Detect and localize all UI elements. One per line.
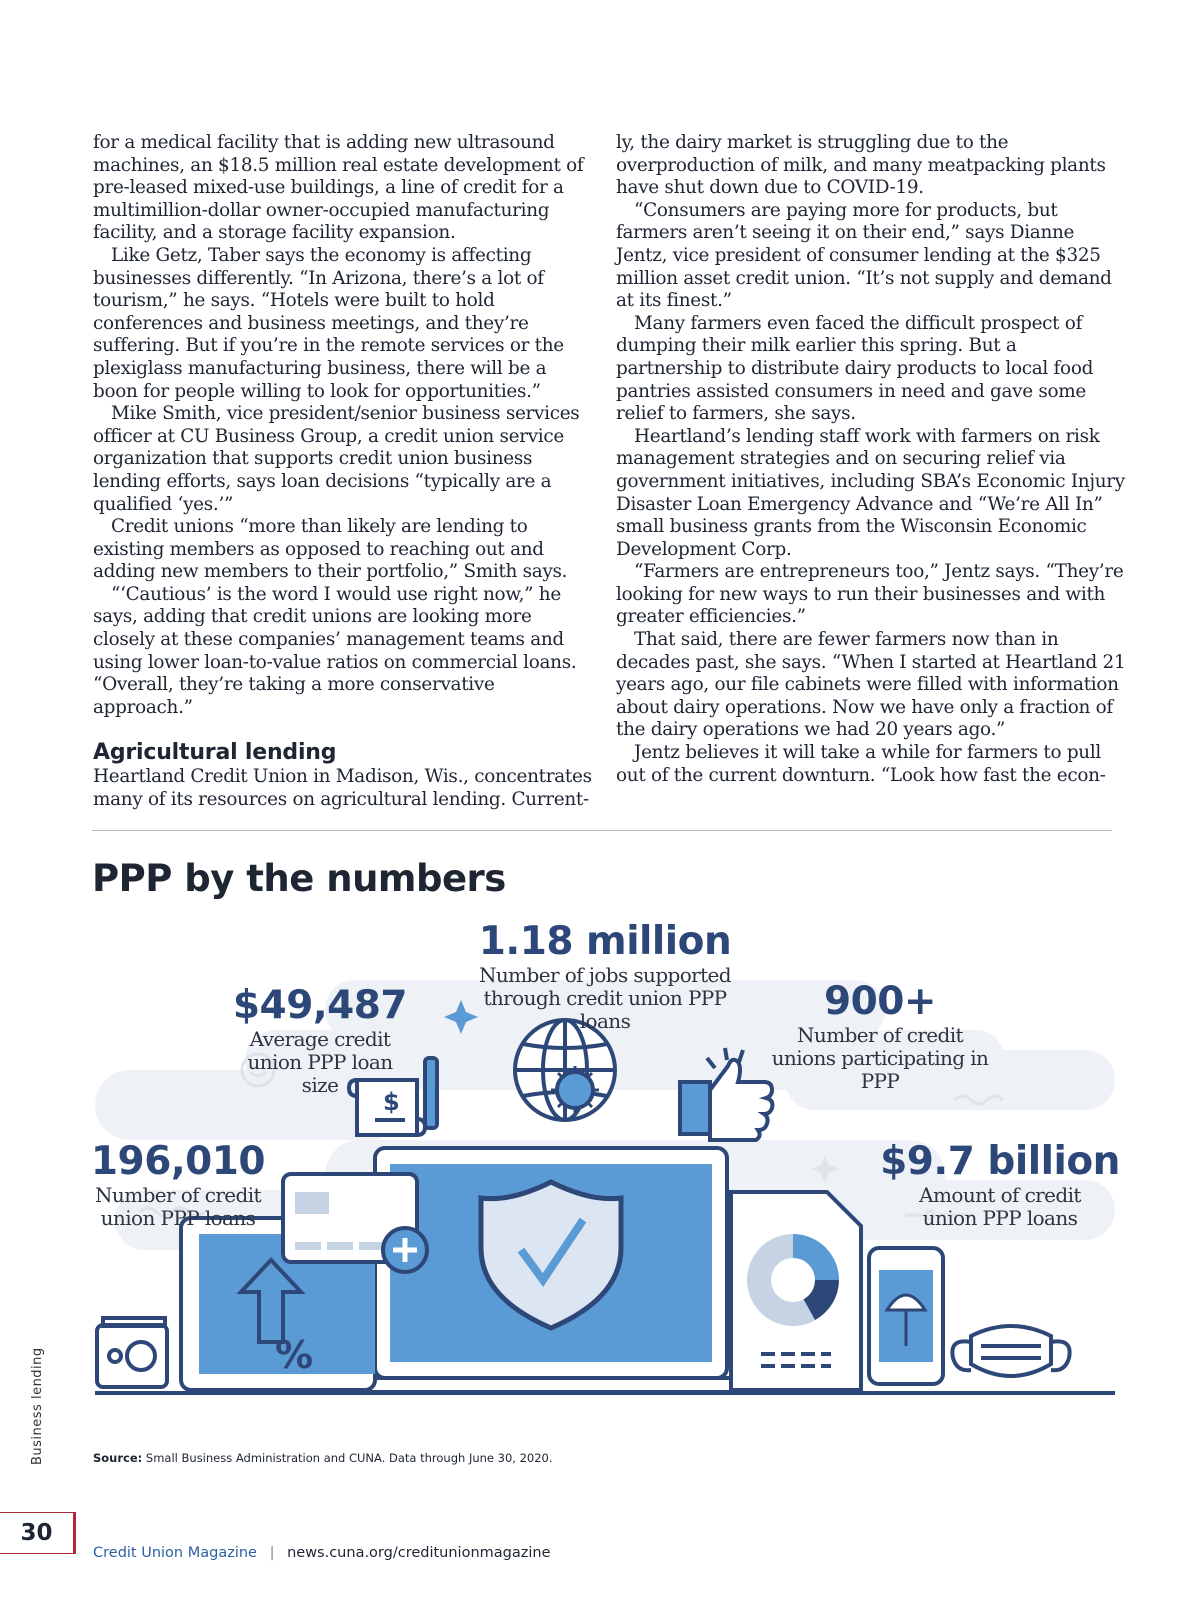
magazine-name: Credit Union Magazine	[93, 1545, 257, 1561]
credit-card-icon	[283, 1174, 427, 1272]
stat-loan-amount	[880, 1140, 1120, 1230]
globe-virus-icon	[515, 1020, 615, 1120]
article-column-left	[93, 132, 593, 812]
cash-icon	[97, 1318, 167, 1387]
paragraph: Heartland Credit Union in Madison, Wis., concentrates many of its resources on agricultural lending. Current-	[93, 766, 592, 811]
article-column-right	[616, 132, 1126, 787]
stat-value: 900+	[823, 979, 937, 1024]
paragraph: ly, the dairy market is struggling due to the overproduction of milk, and many meatpacking plants have shut down due to COVID-19.	[616, 132, 1106, 199]
paragraph: That said, there are fewer farmers now than in decades past, she says. “When I started at Heartland 21 years ago, our file cabinets were filled with information about dairy operations. Now we have only a fraction of the dairy operations we had 20 years ago.”	[616, 629, 1126, 741]
source-label: Source:	[93, 1451, 143, 1465]
stat-label: Average credit union PPP loan size	[247, 1027, 393, 1097]
paragraph: Jentz believes it will take a while for farmers to pull out of the current downturn. “Look how fast the econ-	[616, 742, 1106, 786]
stat-label: Number of credit unions participating in PPP	[771, 1023, 989, 1093]
stat-credit-unions	[770, 980, 990, 1093]
page-number: 30	[0, 1512, 76, 1554]
stat-average-loan	[220, 984, 420, 1097]
stat-value: 196,010	[90, 1139, 266, 1184]
laptop-icon	[365, 1148, 737, 1392]
source-note	[93, 1451, 553, 1465]
paragraph: Mike Smith, vice president/senior business services officer at CU Business Group, a credit union service organization that supports credit union business lending efforts, says loan decisions “typically are a qualified ‘yes.’”	[93, 403, 580, 515]
paragraph: “Consumers are paying more for products, but farmers aren’t seeing it on their end,” says Dianne Jentz, vice president of consumer lending at the $325 million asset credit union. “It’s not supply and demand at its finest.”	[616, 199, 1112, 312]
stat-value: 1.18 million	[478, 919, 732, 964]
source-text: Small Business Administration and CUNA. Data through June 30, 2020.	[145, 1451, 553, 1465]
paragraph: for a medical facility that is adding new ultrasound machines, an $18.5 million real estate development of pre-leased mixed-use buildings, a line of credit for a multimillion-dollar owner-occupied manufacturing facility, and a storage facility expansion.	[93, 132, 584, 244]
section-sidebar-label: Business lending	[30, 1347, 45, 1465]
page-footer	[93, 1545, 551, 1561]
magazine-url[interactable]: news.cuna.org/creditunionmagazine	[287, 1545, 551, 1561]
section-subhead: Agricultural lending	[93, 740, 337, 766]
paragraph: “Farmers are entrepreneurs too,” Jentz says. “They’re looking for new ways to run their businesses and with greater efficiencies.”	[616, 561, 1124, 628]
phone-umbrella-icon	[869, 1248, 943, 1384]
stat-label: Number of jobs supported through credit union PPP loans	[479, 963, 731, 1033]
report-pie-icon	[731, 1192, 861, 1390]
stat-label: Amount of credit union PPP loans	[919, 1183, 1081, 1230]
footer-separator: |	[269, 1545, 275, 1561]
stat-loan-count	[88, 1140, 268, 1230]
stat-jobs	[460, 920, 750, 1033]
paragraph: Many farmers even faced the difficult prospect of dumping their milk earlier this spring. But a partnership to distribute dairy products to local food pantries assisted consumers in need and gave some relief to farmers, she says.	[616, 312, 1094, 425]
percent-icon: %	[275, 1333, 314, 1377]
stat-value: $9.7 billion	[880, 1139, 1120, 1184]
dollar-sign-icon: $	[383, 1088, 400, 1116]
stat-label: Number of credit union PPP loans	[95, 1183, 261, 1230]
section-divider	[92, 830, 1112, 831]
infographic-title: PPP by the numbers	[92, 857, 506, 900]
face-mask-icon	[952, 1326, 1069, 1376]
stat-value: $49,487	[232, 983, 408, 1028]
paragraph: Heartland’s lending staff work with farmers on risk management strategies and on securing relief via government initiatives, including SBA’s Economic Injury Disaster Loan Emergency Advance and “We’re All In” small business grants from the Wisconsin Economic Development Corp.	[616, 425, 1125, 560]
paragraph: Like Getz, Taber says the economy is affecting businesses differently. “In Arizona, there’s a lot of tourism,” he says. “Hotels were built to hold conferences and business meetings, and they’re suffering. But if you’re in the remote services or the plexiglass manufacturing business, there will be a boon for people willing to look for opportunities.”	[93, 244, 564, 402]
paragraph: “‘Cautious’ is the word I would use right now,” he says, adding that credit unions are looking more closely at these companies’ management teams and using lower loan-to-value ratios on commercial loans. “Overall, they’re taking a more conservative approach.”	[93, 583, 577, 718]
paragraph: Credit unions “more than likely are lending to existing members as opposed to reaching out and adding new members to their portfolio,” Smith says.	[93, 516, 568, 583]
